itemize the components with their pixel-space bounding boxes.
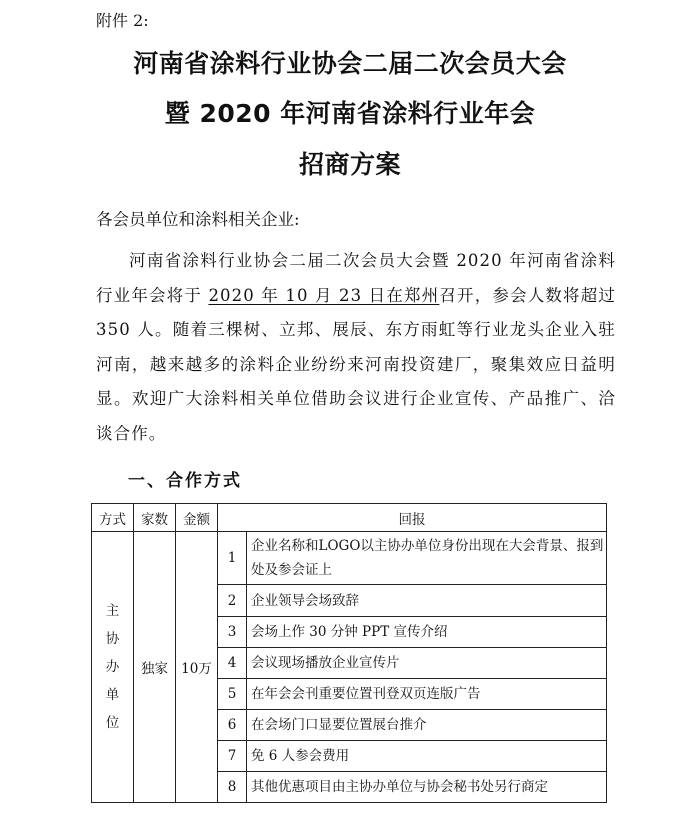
return-text: 企业名称和LOGO以主协办单位身份出现在大会背景、报到处及参会证上 <box>247 532 607 585</box>
header-count: 家数 <box>134 504 176 532</box>
amount-cell: 10万 <box>176 532 218 803</box>
title-line-1: 河南省涂料行业协会二届二次会员大会 <box>133 49 567 78</box>
return-text: 会场上作 30 分钟 PPT 宣传介绍 <box>247 617 607 648</box>
salutation: 各会员单位和涂料相关企业: <box>96 210 300 229</box>
return-text: 会议现场播放企业宣传片 <box>247 648 607 679</box>
event-date-location: 2020 年 10 月 23 日在郑州 <box>208 285 440 305</box>
return-text: 免 6 人参会费用 <box>247 741 607 772</box>
table-row <box>92 532 607 585</box>
header-returns: 回报 <box>218 504 607 532</box>
return-text: 其他优惠项目由主协办单位与协会秘书处另行商定 <box>247 772 607 803</box>
return-number: 8 <box>218 772 247 803</box>
intro-paragraph <box>96 244 616 452</box>
return-number: 2 <box>218 585 247 617</box>
return-number: 4 <box>218 648 247 679</box>
table-header-row <box>92 504 607 532</box>
return-text: 企业领导会场致辞 <box>247 585 607 617</box>
count-cell: 独家 <box>134 532 176 803</box>
return-number: 7 <box>218 741 247 772</box>
title-line-2: 暨 2020 年河南省涂料行业年会 <box>164 99 536 128</box>
header-method: 方式 <box>92 504 134 532</box>
section-heading: 一、合作方式 <box>128 471 242 491</box>
intro-text-part-1: 河南省涂料行业协会二届二次会员大会暨 2020 年河南省涂料行业年会将于 <box>96 251 616 305</box>
intro-text-part-2: 召开，参会人数将超过 350 人。随着三棵树、立邦、展辰、东方雨虹等行业龙头企业入驻河南，越来越多的涂料企业纷纷来河南投资建厂，聚集效应日益明显。欢迎广大涂料相关单位借助会议进行企业宣传、产品推广、洽谈合作。 <box>96 285 617 443</box>
cooperation-table <box>91 503 607 803</box>
return-number: 1 <box>218 532 247 585</box>
return-text: 在年会会刊重要位置刊登双页连版广告 <box>247 679 607 710</box>
return-number: 5 <box>218 679 247 710</box>
method-text: 主协办单位 <box>105 603 120 731</box>
return-text: 在会场门口显要位置展台推介 <box>247 710 607 741</box>
return-number: 6 <box>218 710 247 741</box>
method-cell <box>92 532 134 803</box>
return-number: 3 <box>218 617 247 648</box>
title-line-3: 招商方案 <box>298 150 401 179</box>
header-amount: 金额 <box>176 504 218 532</box>
attachment-label: 附件 2: <box>96 11 149 30</box>
